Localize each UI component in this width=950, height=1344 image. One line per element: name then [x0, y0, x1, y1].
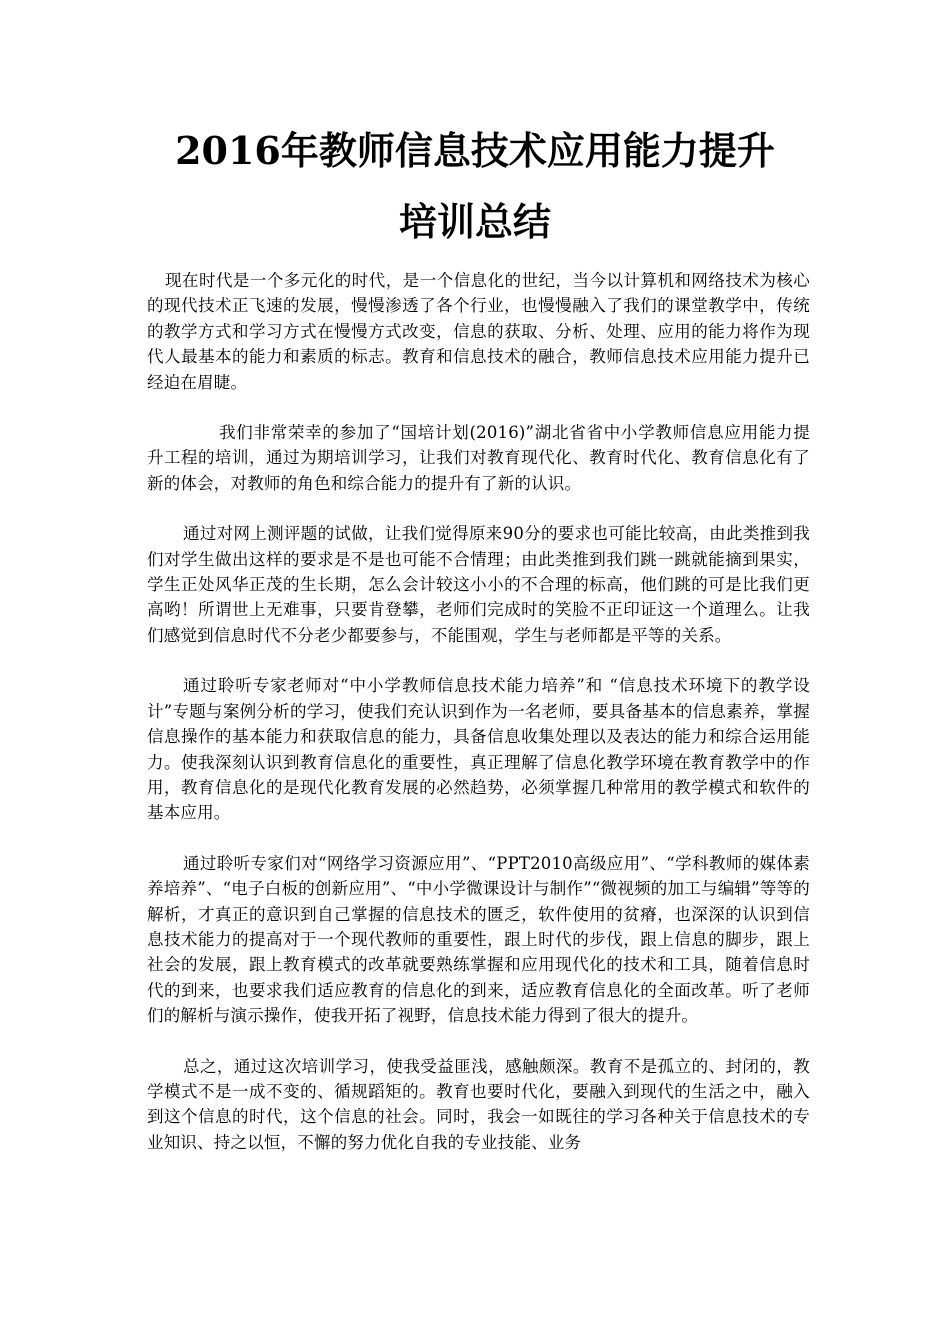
paragraph-expert-lectures: 通过聆听专家老师对“中小学教师信息技术能力培养”和 “信息技术环境下的教学设计”专题与案例分析的学习，使我们充认识到作为一名老师，要具备基本的信息素养，掌握信息操作的基本能力和获取信息的能力，具备信息收集处理以及表达的能力和综合运用能力。使我深刻认识到教育信息化的重要性，真正理解了信息化教学环境在教育教学中的作用，教育信息化的是现代化教育发展的必然趋势，必须掌握几种常用的教学模式和软件的基本应用。 [147, 676, 810, 823]
paragraph-conclusion: 总之，通过这次培训学习，使我受益匪浅，感触颇深。教育不是孤立的、封闭的，教学模式不是一成不变的、循规蹈矩的。教育也要时代化，要融入到现代的生活之中，融入到这个信息的时代，这个信息的社会。同时，我会一如既往的学习各种关于信息技术的专业知识、持之以恒，不懈的努力优化自我的专业技能、业务 [147, 1056, 810, 1152]
document-title-line-1: 2016年教师信息技术应用能力提升 [175, 128, 775, 173]
paragraph-online-assessment: 通过对网上测评题的试做，让我们觉得原来90分的要求也可能比较高，由此类推到我们对学生做出这样的要求是不是也可能不合情理；由此类推到我们跳一跳就能摘到果实，学生正处风华正茂的生长期，怎么会计较这小小的不合理的标高，他们跳的可是比我们更高哟！所谓世上无难事，只要肯登攀，老师们完成时的笑脸不正印证这一个道理么。让我们感觉到信息时代不分老少都要参与，不能围观，学生与老师都是平等的关系。 [147, 524, 810, 645]
paragraph-course-topics: 通过聆听专家们对“网络学习资源应用”、“PPT2010高级应用”、“学科教师的媒体素养培养”、“电子白板的创新应用”、“中小学微课设计与制作”“微视频的加工与编辑”等等的解析，才真正的意识到自己掌握的信息技术的匮乏，软件使用的贫瘠，也深深的认识到信息技术能力的提高对于一个现代教师的重要性，跟上时代的步伐，跟上信息的脚步，跟上社会的发展，跟上教育模式的改革就要熟练掌握和应用现代化的技术和工具，随着信息时代的到来，也要求我们适应教育的信息化的到来，适应教育信息化的全面改革。听了老师们的解析与演示操作，使我开拓了视野，信息技术能力得到了很大的提升。 [147, 853, 810, 1026]
document-body [147, 268, 810, 1180]
document-title-line-2: 培训总结 [398, 199, 551, 244]
paragraph-training-participation: 我们非常荣幸的参加了“国培计划(2016)”湖北省省中小学教师信息应用能力提升工程的培训，通过为期培训学习，让我们对教育现代化、教育时代化、教育信息化有了新的体会，对教师的角色和综合能力的提升有了新的认识。 [147, 423, 810, 493]
paragraph-intro: 现在时代是一个多元化的时代，是一个信息化的世纪，当今以计算机和网络技术为核心的现代技术正飞速的发展，慢慢渗透了各个行业，也慢慢融入了我们的课堂教学中，传统的教学方式和学习方式在慢慢方式改变，信息的获取、分析、处理、应用的能力将作为现代人最基本的能力和素质的标志。教育和信息技术的融合，教师信息技术应用能力提升已经迫在眉睫。 [147, 271, 810, 392]
